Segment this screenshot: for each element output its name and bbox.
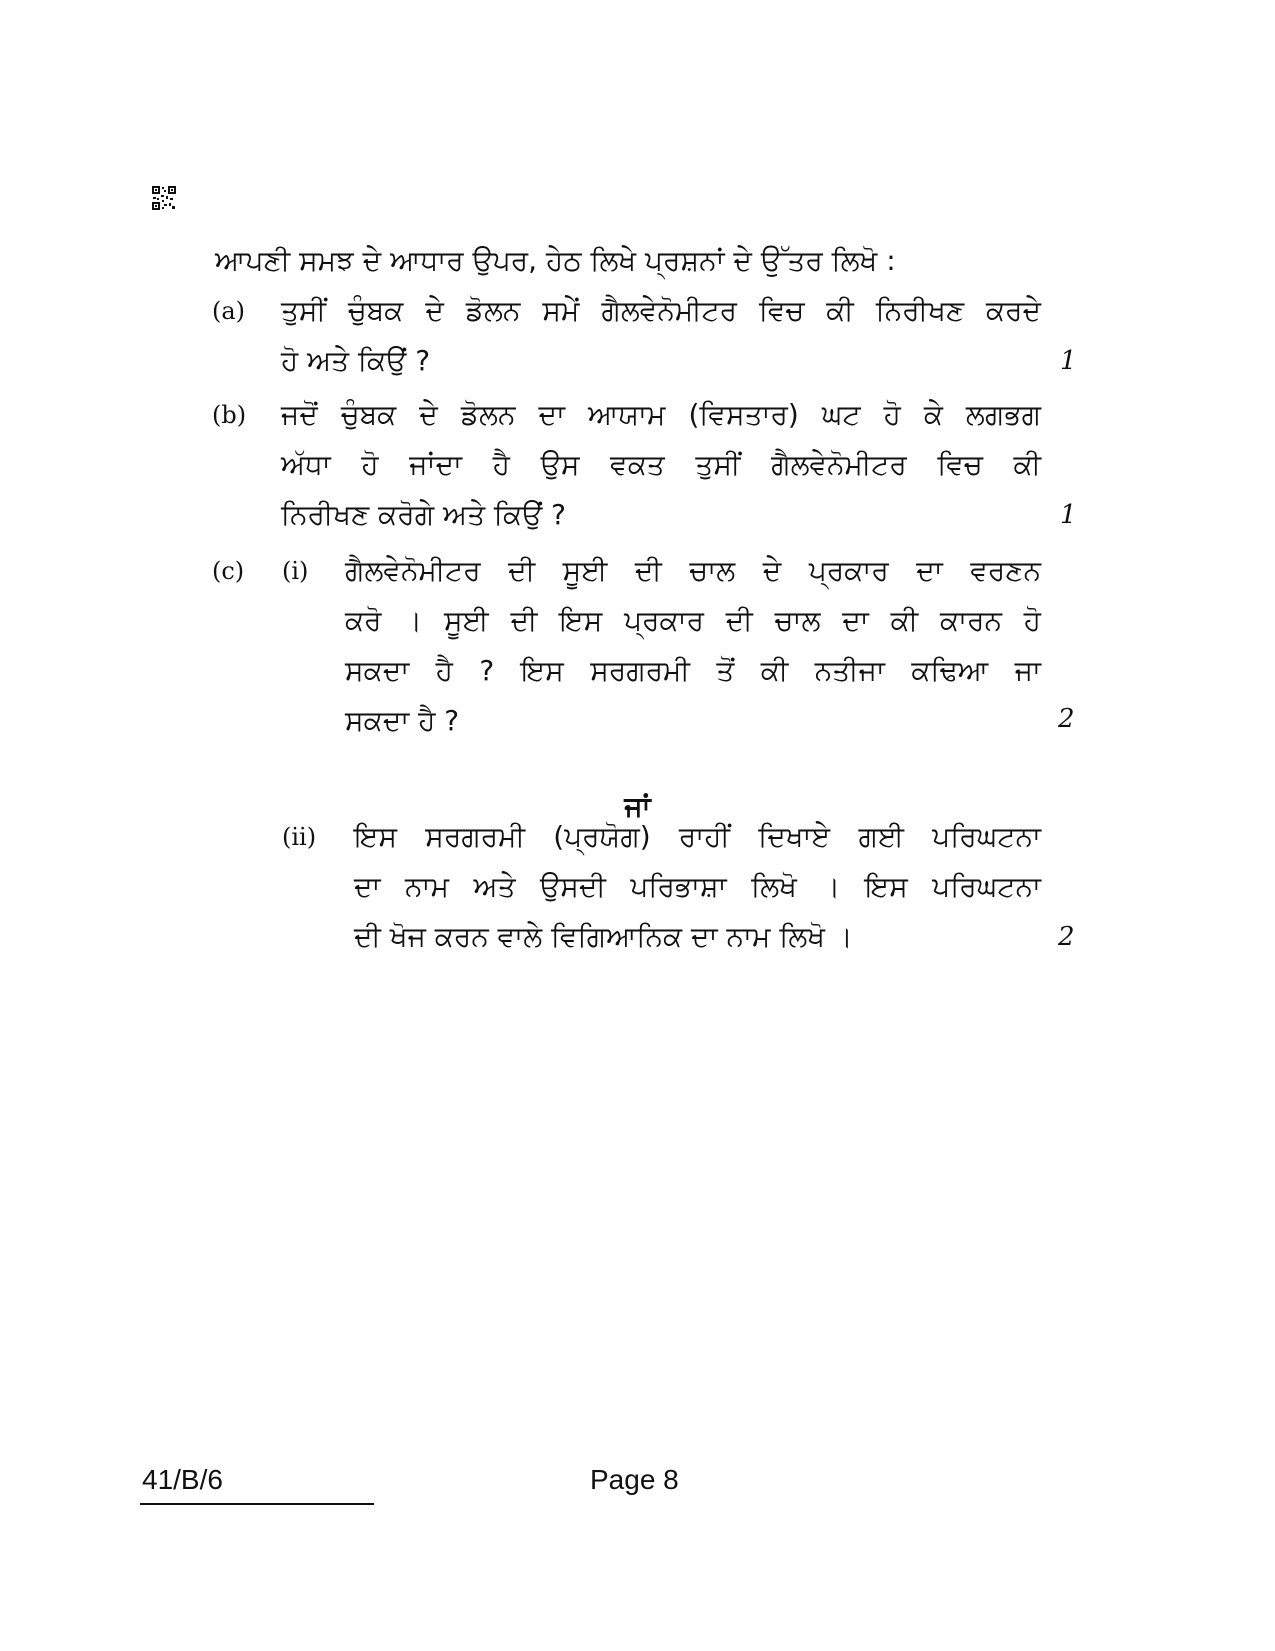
text-line: ਗੈਲਵੇਨੋਮੀਟਰ ਦੀ ਸੂਈ ਦੀ ਚਾਲ ਦੇ ਪ੍ਰਕਾਰ ਦਾ ਵਰਣਨ xyxy=(345,554,1041,587)
question-c-i-text xyxy=(345,546,1041,746)
text-line: ਇਸ ਸਰਗਰਮੀ (ਪ੍ਰਯੋਗ) ਰਾਹੀਂ ਦਿਖਾਏ ਗਈ ਪਰਿਘਟਨਾ xyxy=(354,820,1041,853)
text-line: ਦੀ ਖੋਜ ਕਰਨ ਵਾਲੇ ਵਿਗਿਆਨਿਕ ਦਾ ਨਾਮ ਲਿਖੋ । xyxy=(354,920,853,953)
question-c-ii-label: (ii) xyxy=(282,823,317,851)
question-c-label: (c) xyxy=(212,557,245,585)
marks-c-i: 2 xyxy=(1058,704,1075,734)
qr-code xyxy=(152,186,176,210)
text-line: ਹੋ ਅਤੇ ਕਿਉਂ ? xyxy=(281,344,431,377)
question-b-text xyxy=(281,390,1041,540)
text-line: ਜਦੋਂ ਚੁੰਬਕ ਦੇ ਡੋਲਨ ਦਾ ਆਯਾਮ (ਵਿਸਤਾਰ) ਘਟ ਹੋ ਕੇ ਲਗਭਗ xyxy=(281,398,1041,431)
marks-b: 1 xyxy=(1060,500,1077,530)
text-line: ਦਾ ਨਾਮ ਅਤੇ ਉਸਦੀ ਪਰਿਭਾਸ਼ਾ ਲਿਖੋ । ਇਸ ਪਰਿਘਟਨਾ xyxy=(354,870,1041,903)
text-line: ਕਰੋ । ਸੂਈ ਦੀ ਇਸ ਪ੍ਰਕਾਰ ਦੀ ਚਾਲ ਦਾ ਕੀ ਕਾਰਨ ਹੋ xyxy=(345,604,1041,637)
marks-a: 1 xyxy=(1060,346,1077,376)
question-c-i-label: (i) xyxy=(282,557,309,585)
text-line: ਸਕਦਾ ਹੈ ? ਇਸ ਸਰਗਰਮੀ ਤੋਂ ਕੀ ਨਤੀਜਾ ਕਢਿਆ ਜਾ xyxy=(345,654,1041,687)
question-instruction: ਆਪਣੀ ਸਮਝ ਦੇ ਆਧਾਰ ਉਪਰ, ਹੇਠ ਲਿਖੇ ਪ੍ਰਸ਼ਨਾਂ ਦੇ ਉੱਤਰ ਲਿਖੋ : xyxy=(215,244,896,277)
question-a-text xyxy=(281,286,1041,386)
text-line: ਤੁਸੀਂ ਚੁੰਬਕ ਦੇ ਡੋਲਨ ਸਮੇਂ ਗੈਲਵੇਨੋਮੀਟਰ ਵਿਚ ਕੀ ਨਿਰੀਖਣ ਕਰਦੇ xyxy=(281,294,1041,327)
question-c-ii-text xyxy=(354,812,1041,962)
or-separator: ਜਾਂ xyxy=(624,790,651,823)
question-b-label: (b) xyxy=(212,401,247,429)
paper-code: 41/B/6 xyxy=(142,1464,223,1495)
marks-c-ii: 2 xyxy=(1058,922,1075,952)
text-line: ਅੱਧਾ ਹੋ ਜਾਂਦਾ ਹੈ ਉਸ ਵਕਤ ਤੁਸੀਂ ਗੈਲਵੇਨੋਮੀਟਰ ਵਿਚ ਕੀ xyxy=(281,448,1041,481)
text-line: ਸਕਦਾ ਹੈ ? xyxy=(345,704,460,737)
question-a-label: (a) xyxy=(212,297,246,325)
page-number: Page 8 xyxy=(590,1464,679,1495)
footer-underline xyxy=(140,1503,374,1505)
text-line: ਨਿਰੀਖਣ ਕਰੋਗੇ ਅਤੇ ਕਿਉਂ ? xyxy=(281,498,567,531)
